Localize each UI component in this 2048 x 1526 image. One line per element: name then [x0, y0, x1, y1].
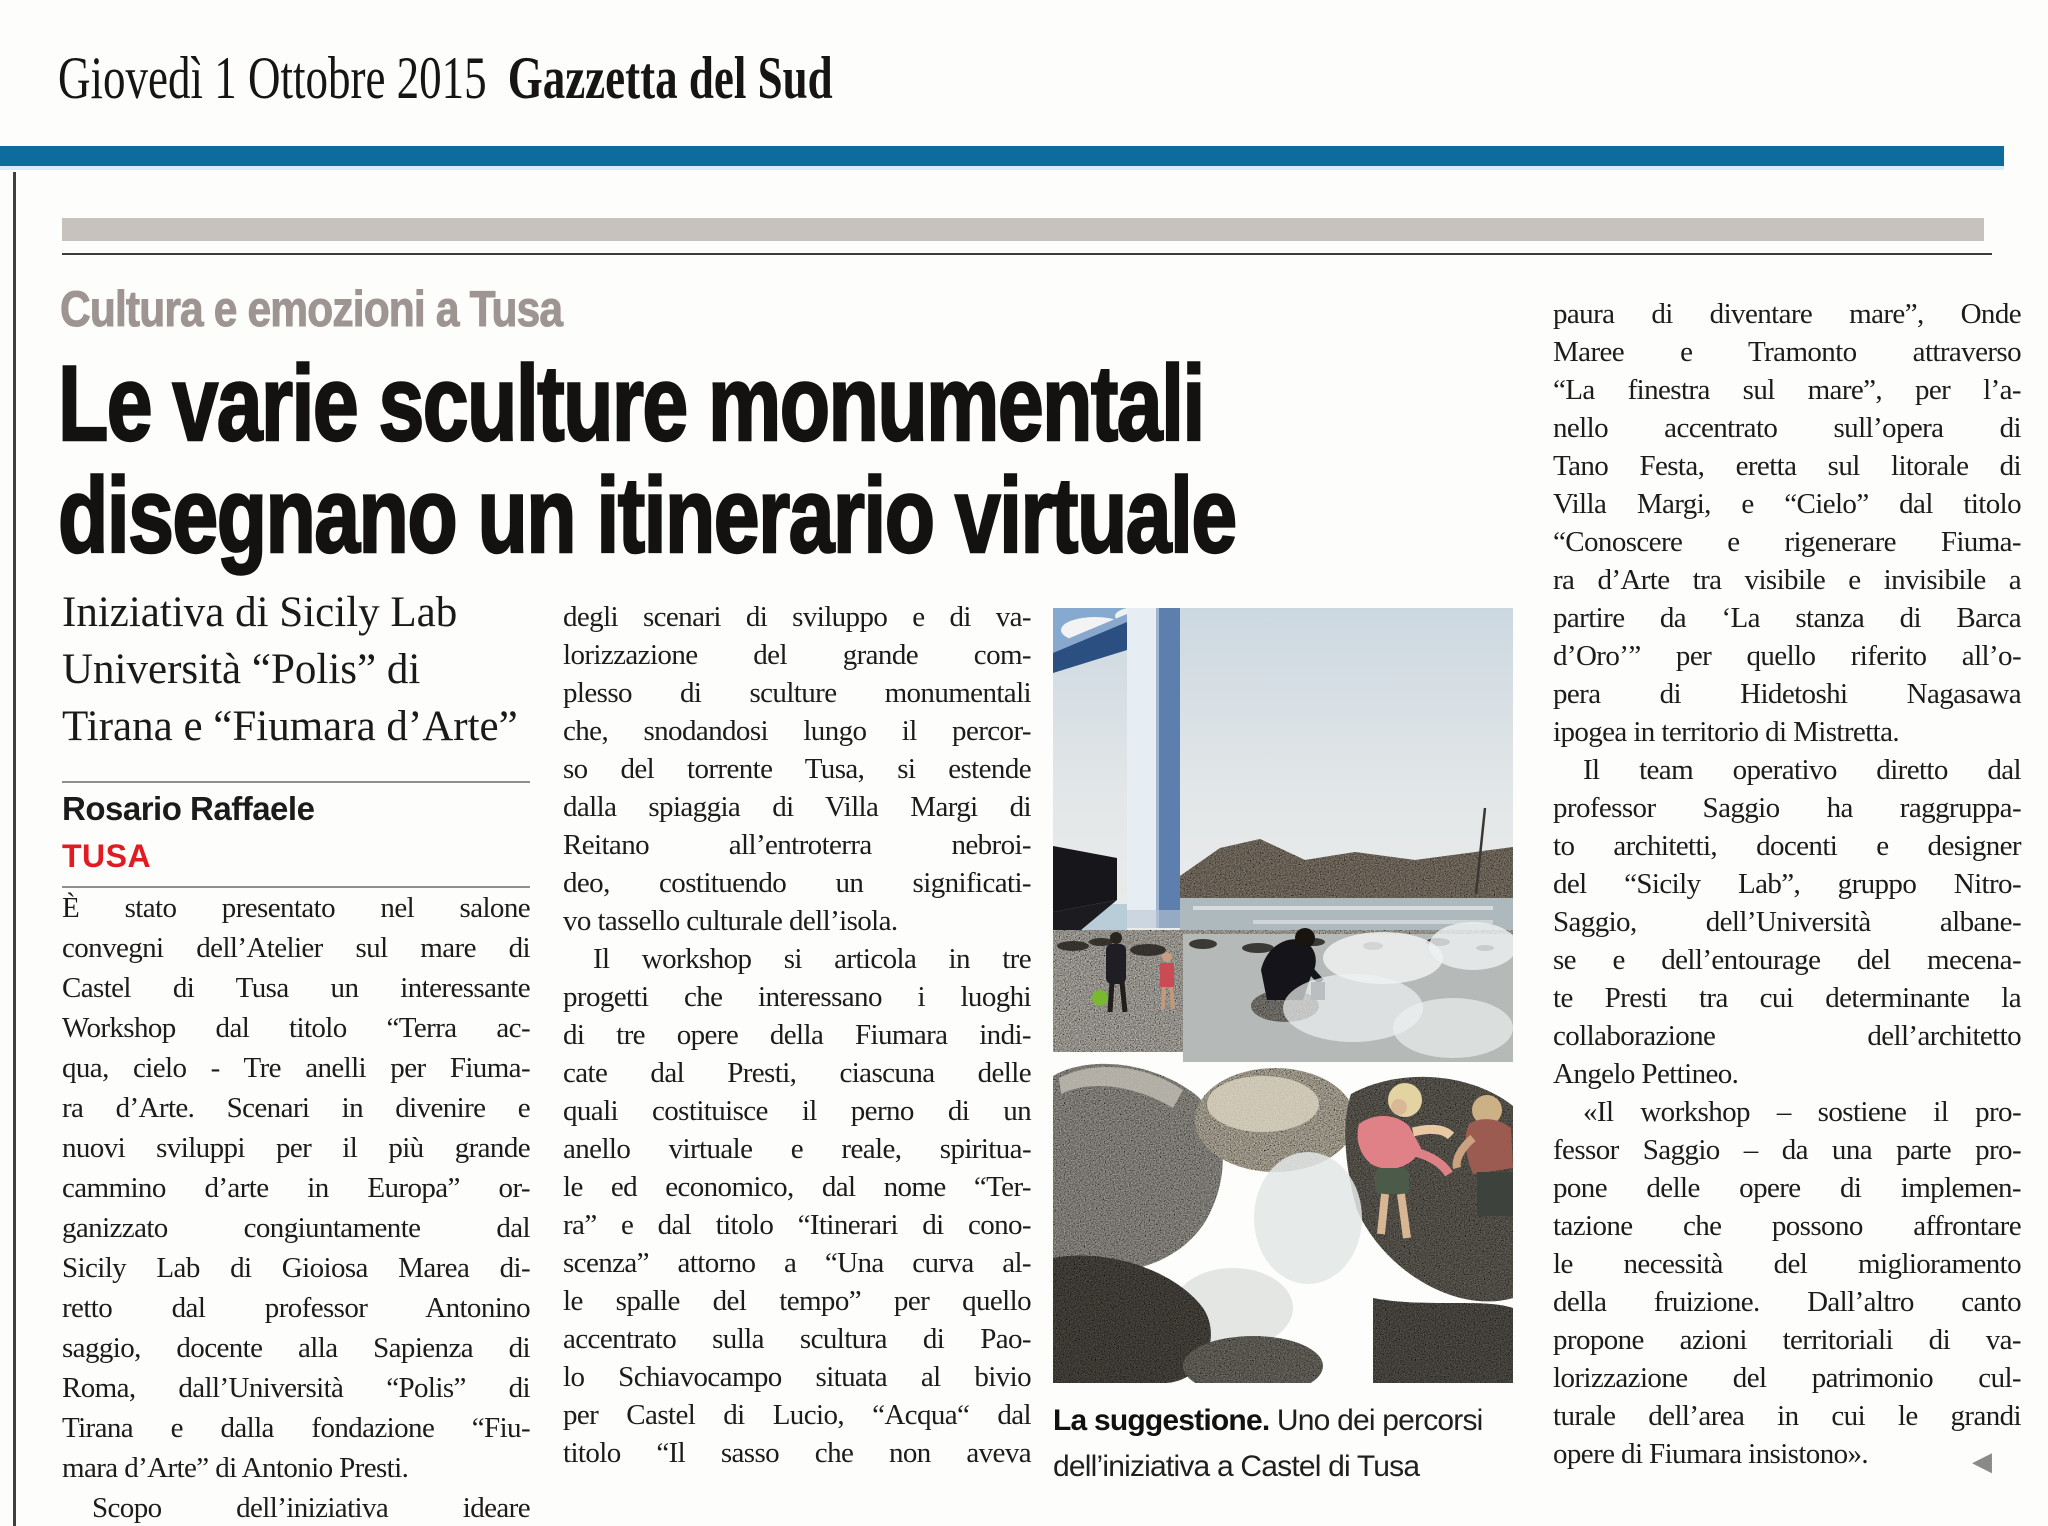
body-line: turale dell’area in cui le grandi	[1553, 1400, 2021, 1432]
section-divider-bar	[62, 218, 1984, 241]
body-line: opere di Fiumara insistono».	[1553, 1438, 1869, 1470]
body-line: pera di Hidetoshi Nagasawa	[1553, 678, 2021, 710]
body-line: Scopo dell’iniziativa ideare	[92, 1492, 530, 1524]
body-column-1	[62, 888, 530, 1526]
body-line: te Presti tra cui determinante la	[1553, 982, 2021, 1014]
body-line: anello virtuale e reale, spiritua-	[563, 1133, 1031, 1165]
body-line: propone azioni territoriali di va-	[1553, 1324, 2021, 1356]
body-line: convegni dell’Atelier sul mare di	[62, 932, 530, 964]
body-line: cate dal Presti, ciascuna delle	[563, 1057, 1031, 1089]
body-line: Reitano all’entroterra nebroi-	[563, 829, 1031, 861]
body-line: Maree e Tramonto attraverso	[1553, 336, 2021, 368]
end-of-article-icon: ◀	[1972, 1446, 1992, 1476]
byline-location: TUSA	[62, 838, 152, 874]
body-line: mara d’Arte” di Antonio Presti.	[62, 1452, 409, 1484]
kicker: Cultura e emozioni a Tusa	[60, 281, 563, 337]
body-line: vo tassello culturale dell’isola.	[563, 905, 898, 937]
body-line: pone delle opere di implemen-	[1553, 1172, 2021, 1204]
headline-line-1: Le varie sculture monumentali	[58, 343, 1204, 463]
body-line: se e dell’entourage del mecena-	[1553, 944, 2021, 976]
body-line: degli scenari di sviluppo e di va-	[563, 601, 1031, 633]
subhead-line: Università “Polis” di	[62, 646, 421, 693]
body-line: Workshop dal titolo “Terra ac-	[62, 1012, 530, 1044]
body-line: professor Saggio ha raggruppa-	[1553, 792, 2021, 824]
body-line: della fruizione. Dall’altro canto	[1553, 1286, 2021, 1318]
body-line: progetti che interessano i luoghi	[563, 981, 1031, 1013]
body-line: collaborazione dell’architetto	[1553, 1020, 2021, 1052]
body-line: le necessità del miglioramento	[1553, 1248, 2021, 1280]
body-line: di tre opere della Fiumara indi-	[563, 1019, 1031, 1051]
body-line: che, snodandosi lungo il percor-	[563, 715, 1031, 747]
body-column-2	[563, 598, 1031, 1472]
body-column-4	[1553, 295, 2021, 1473]
body-line: Saggio, dell’Università albane-	[1553, 906, 2021, 938]
body-line: “Conoscere e rigenerare Fiuma-	[1553, 526, 2021, 558]
caption-text: dell’iniziativa a Castel di Tusa	[1053, 1450, 1420, 1483]
body-line: nello accentrato sull’opera di	[1553, 412, 2021, 444]
body-line: saggio, docente alla Sapienza di	[62, 1332, 530, 1364]
body-line: tazione che possono affrontare	[1553, 1210, 2021, 1242]
body-line: titolo “Il sasso che non aveva	[563, 1437, 1031, 1469]
subhead-line: Iniziativa di Sicily Lab	[62, 589, 458, 636]
body-line: Il workshop si articola in tre	[593, 943, 1031, 975]
body-line: ra” e dal titolo “Itinerari di cono-	[563, 1209, 1031, 1241]
body-line: to architetti, docenti e designer	[1553, 830, 2021, 862]
body-line: fessor Saggio – da una parte pro-	[1553, 1134, 2021, 1166]
beach-sculpture-photo	[1053, 608, 1513, 1383]
body-line: accentrato sulla scultura di Pao-	[563, 1323, 1031, 1355]
body-line: ra d’Arte. Scenari in divenire e	[62, 1092, 530, 1124]
article-photo	[1053, 608, 1513, 1383]
body-line: per Castel di Lucio, “Acqua“ dal	[563, 1399, 1031, 1431]
caption-text: Uno dei percorsi	[1269, 1404, 1483, 1437]
body-line: ra d’Arte tra visibile e invisibile a	[1553, 564, 2021, 596]
body-line: Roma, dall’Università “Polis” di	[62, 1372, 530, 1404]
photo-caption	[1053, 1398, 1573, 1490]
body-line: so del torrente Tusa, si estende	[563, 753, 1031, 785]
body-line: Tirana e dalla fondazione “Fiu-	[62, 1412, 530, 1444]
body-line: «Il workshop – sostiene il pro-	[1583, 1096, 2021, 1128]
byline-rule-top	[62, 781, 530, 783]
body-line: Il team operativo diretto dal	[1583, 754, 2021, 786]
accent-bar	[0, 146, 2004, 170]
body-line: ganizzato congiuntamente dal	[62, 1212, 530, 1244]
masthead-title: Gazzetta del Sud	[507, 45, 833, 111]
body-line: plesso di sculture monumentali	[563, 677, 1031, 709]
body-line: retto dal professor Antonino	[62, 1292, 530, 1324]
body-line: ipogea in territorio di Mistretta.	[1553, 716, 1900, 748]
body-line: cammino d’arte in Europa” or-	[62, 1172, 530, 1204]
body-line: lorizzazione del grande com-	[563, 639, 1031, 671]
body-line: qua, cielo - Tre anelli per Fiuma-	[62, 1052, 530, 1084]
body-line: scenza” attorno a “Una curva al-	[563, 1247, 1031, 1279]
headline-line-2: disegnano un itinerario virtuale	[58, 455, 1236, 575]
body-line: dalla spiaggia di Villa Margi di	[563, 791, 1031, 823]
subhead	[62, 584, 518, 755]
body-line: quali costituisce il perno di un	[563, 1095, 1031, 1127]
body-line: È stato presentato nel salone	[62, 892, 530, 924]
body-line: paura di diventare mare”, Onde	[1553, 298, 2021, 330]
body-line: lorizzazione del patrimonio cul-	[1553, 1362, 2021, 1394]
masthead-date: Giovedì 1 Ottobre 2015	[58, 45, 487, 111]
section-divider-rule	[62, 253, 1992, 255]
body-line: Tano Festa, eretta sul litorale di	[1553, 450, 2021, 482]
body-line: d’Oro’” per quello riferito all’o-	[1553, 640, 2021, 672]
body-line: le ed economico, dal nome “Ter-	[563, 1171, 1031, 1203]
body-line: nuovi sviluppi per il più grande	[62, 1132, 530, 1164]
left-page-rule	[13, 172, 16, 1526]
subhead-line: Tirana e “Fiumara d’Arte”	[62, 703, 518, 750]
body-line: Sicily Lab di Gioiosa Marea di-	[62, 1252, 530, 1284]
caption-lead: La suggestione.	[1053, 1404, 1270, 1437]
body-line: del “Sicily Lab”, gruppo Nitro-	[1553, 868, 2021, 900]
body-line: deo, costituendo un significati-	[563, 867, 1031, 899]
body-line: le spalle del tempo” per quello	[563, 1285, 1031, 1317]
byline-author: Rosario Raffaele	[62, 790, 315, 827]
body-line: “La finestra sul mare”, per l’a-	[1553, 374, 2021, 406]
body-line: Castel di Tusa un interessante	[62, 972, 530, 1004]
body-line: partire da ‘La stanza di Barca	[1553, 602, 2021, 634]
body-line: Villa Margi, e “Cielo” dal titolo	[1553, 488, 2021, 520]
body-line: Angelo Pettineo.	[1553, 1058, 1739, 1090]
body-line: lo Schiavocampo situata al bivio	[563, 1361, 1031, 1393]
masthead	[58, 46, 833, 110]
